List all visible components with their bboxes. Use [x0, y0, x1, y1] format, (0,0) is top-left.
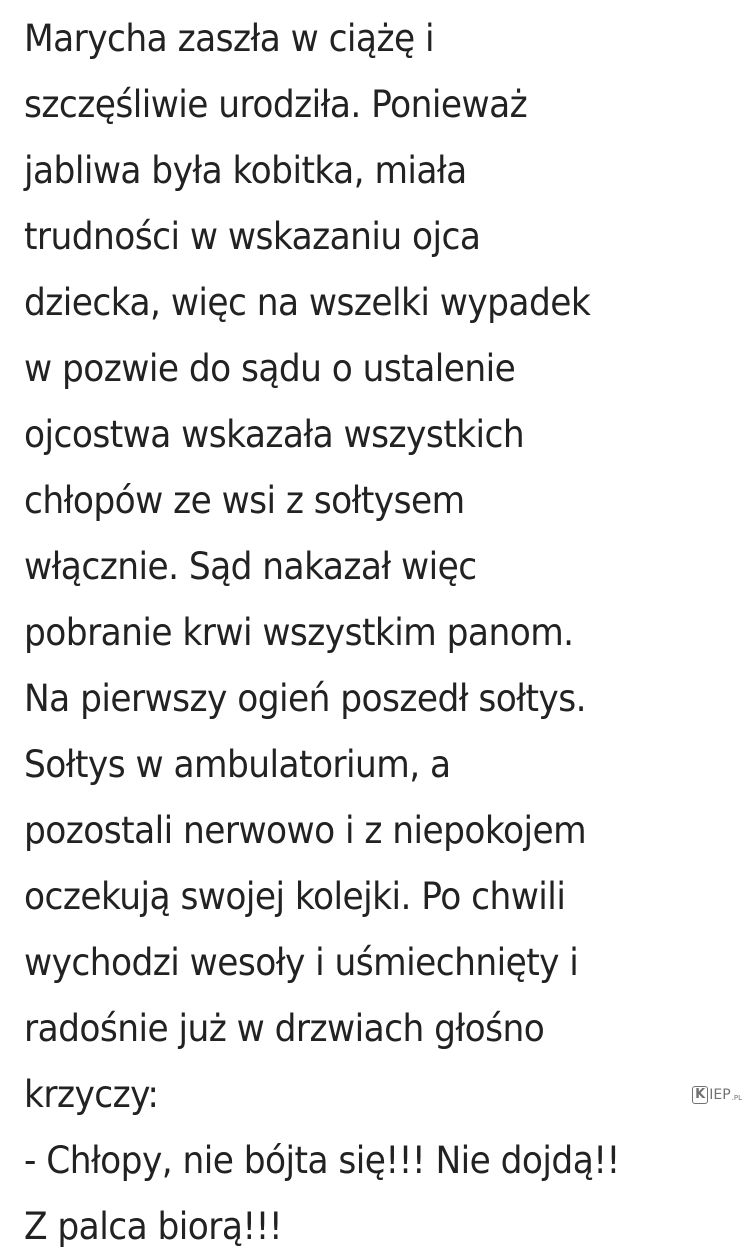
- text-line: dziecka, więc na wszelki wypadek: [24, 281, 591, 324]
- text-line: Na pierwszy ogień poszedł sołtys.: [24, 677, 586, 720]
- text-line: pobranie krwi wszystkim panom.: [24, 611, 574, 654]
- watermark-k-box: K: [692, 1086, 708, 1104]
- text-line: Z palca biorą!!!: [24, 1205, 283, 1248]
- text-line: chłopów ze wsi z sołtysem: [24, 479, 465, 522]
- text-line: - Chłopy, nie bójta się!!! Nie dojdą!!: [24, 1139, 620, 1182]
- text-line: szczęśliwie urodziła. Ponieważ: [24, 83, 528, 126]
- kiep-watermark-logo: [692, 1084, 742, 1106]
- text-line: pozostali nerwowo i z niepokojem: [24, 809, 587, 852]
- text-line: wychodzi wesoły i uśmiechnięty i: [24, 941, 579, 984]
- text-line: radośnie już w drzwiach głośno: [24, 1007, 545, 1050]
- joke-text: [24, 6, 746, 1260]
- text-line: krzyczy:: [24, 1073, 159, 1116]
- text-line: ojcostwa wskazała wszystkich: [24, 413, 525, 456]
- text-line: Sołtys w ambulatorium, a: [24, 743, 451, 786]
- watermark-tld: .PL: [731, 1094, 742, 1102]
- text-line: włącznie. Sąd nakazał więc: [24, 545, 477, 588]
- text-line: oczekują swojej kolejki. Po chwili: [24, 875, 566, 918]
- text-line: w pozwie do sądu o ustalenie: [24, 347, 516, 390]
- text-line: trudności w wskazaniu ojca: [24, 215, 481, 258]
- watermark-brand: IEP: [709, 1087, 731, 1103]
- text-line: Marycha zaszła w ciążę i: [24, 17, 434, 60]
- text-line: jabliwa była kobitka, miała: [24, 149, 467, 192]
